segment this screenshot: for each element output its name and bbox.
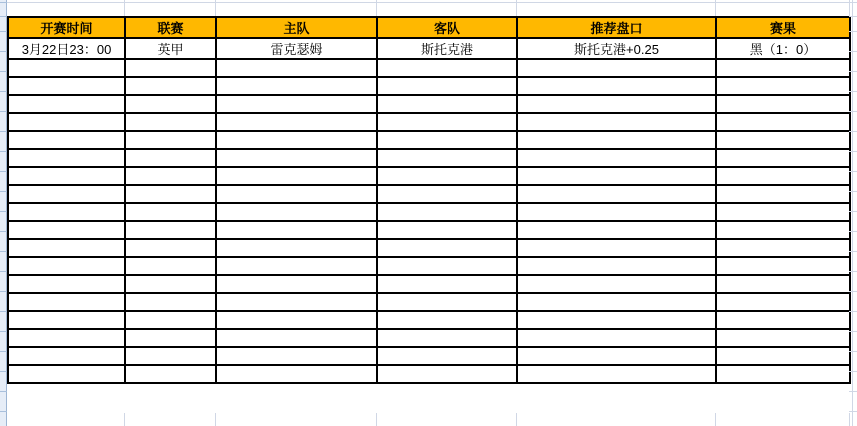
cell-home-team[interactable] bbox=[216, 311, 377, 329]
cell-league[interactable] bbox=[125, 275, 216, 293]
row-header-separator bbox=[0, 171, 7, 172]
cell-result[interactable] bbox=[716, 167, 850, 185]
column-header-league[interactable]: 联赛 bbox=[125, 17, 216, 38]
cell-away-team[interactable] bbox=[377, 257, 517, 275]
cell-away-team[interactable] bbox=[377, 59, 517, 77]
cell-recommended-handicap[interactable] bbox=[517, 77, 716, 95]
cell-league[interactable] bbox=[125, 293, 216, 311]
cell-home-team[interactable] bbox=[216, 131, 377, 149]
gridline-horizontal bbox=[849, 211, 857, 212]
empty-row bbox=[8, 257, 850, 275]
cell-home-team[interactable] bbox=[216, 275, 377, 293]
cell-recommended-handicap[interactable] bbox=[517, 293, 716, 311]
row-header-separator bbox=[0, 71, 7, 72]
empty-row bbox=[8, 275, 850, 293]
cell-away-team[interactable] bbox=[377, 365, 517, 383]
cell-away-team[interactable] bbox=[377, 113, 517, 131]
cell-away-team[interactable] bbox=[377, 131, 517, 149]
cell-home-team[interactable] bbox=[216, 239, 377, 257]
gridline-horizontal bbox=[849, 91, 857, 92]
empty-row bbox=[8, 185, 850, 203]
empty-row bbox=[8, 365, 850, 383]
cell-result[interactable] bbox=[716, 365, 850, 383]
cell-away-team[interactable] bbox=[377, 293, 517, 311]
cell-league[interactable] bbox=[125, 77, 216, 95]
gridline-horizontal bbox=[849, 71, 857, 72]
cell-kickoff-time[interactable] bbox=[8, 311, 125, 329]
cell-result[interactable] bbox=[716, 329, 850, 347]
gridline-vertical bbox=[376, 0, 377, 16]
empty-row bbox=[8, 59, 850, 77]
cell-recommended-handicap[interactable] bbox=[517, 113, 716, 131]
row-header-separator bbox=[0, 371, 7, 372]
match-row bbox=[8, 38, 850, 59]
cell-league[interactable] bbox=[125, 329, 216, 347]
cell-recommended-handicap[interactable] bbox=[517, 149, 716, 167]
row-header-separator bbox=[0, 291, 7, 292]
cell-result[interactable] bbox=[716, 293, 850, 311]
gridline-vertical bbox=[124, 0, 125, 16]
gridline-vertical bbox=[215, 413, 216, 426]
cell-recommended-handicap[interactable] bbox=[517, 257, 716, 275]
cell-kickoff-time[interactable]: 3月22日23：00 bbox=[8, 38, 125, 59]
gridline-vertical bbox=[215, 0, 216, 16]
cell-kickoff-time[interactable] bbox=[8, 365, 125, 383]
cell-result[interactable] bbox=[716, 257, 850, 275]
column-header-recommended-handicap[interactable]: 推荐盘口 bbox=[517, 17, 716, 38]
empty-row bbox=[8, 293, 850, 311]
cell-result[interactable] bbox=[716, 113, 850, 131]
row-header-separator bbox=[0, 231, 7, 232]
cell-home-team[interactable] bbox=[216, 185, 377, 203]
cell-kickoff-time[interactable] bbox=[8, 167, 125, 185]
cell-recommended-handicap[interactable] bbox=[517, 329, 716, 347]
gridline-horizontal bbox=[849, 231, 857, 232]
cell-home-team[interactable] bbox=[216, 77, 377, 95]
gridline-horizontal bbox=[849, 111, 857, 112]
cell-recommended-handicap[interactable] bbox=[517, 95, 716, 113]
header-row bbox=[8, 17, 850, 38]
row-header-strip[interactable] bbox=[0, 0, 7, 426]
gridline-horizontal bbox=[849, 411, 857, 412]
cell-home-team[interactable] bbox=[216, 221, 377, 239]
cell-away-team[interactable] bbox=[377, 347, 517, 365]
empty-row bbox=[8, 149, 850, 167]
gridline-vertical bbox=[124, 413, 125, 426]
cell-kickoff-time[interactable] bbox=[8, 59, 125, 77]
gridline-horizontal bbox=[849, 391, 857, 392]
cell-home-team[interactable] bbox=[216, 365, 377, 383]
row-header-separator bbox=[0, 391, 7, 392]
cell-league[interactable] bbox=[125, 347, 216, 365]
cell-kickoff-time[interactable] bbox=[8, 347, 125, 365]
cell-league[interactable] bbox=[125, 311, 216, 329]
cell-recommended-handicap[interactable] bbox=[517, 131, 716, 149]
cell-kickoff-time[interactable] bbox=[8, 185, 125, 203]
row-header-separator bbox=[0, 151, 7, 152]
empty-row bbox=[8, 131, 850, 149]
cell-kickoff-time[interactable] bbox=[8, 221, 125, 239]
cell-home-team[interactable] bbox=[216, 293, 377, 311]
cell-away-team[interactable] bbox=[377, 239, 517, 257]
empty-row bbox=[8, 239, 850, 257]
cell-result[interactable] bbox=[716, 59, 850, 77]
cell-league[interactable] bbox=[125, 59, 216, 77]
cell-recommended-handicap[interactable] bbox=[517, 311, 716, 329]
cell-league[interactable] bbox=[125, 149, 216, 167]
cell-result[interactable]: 黑（1：0） bbox=[716, 38, 850, 59]
cell-recommended-handicap[interactable] bbox=[517, 239, 716, 257]
cell-league[interactable] bbox=[125, 113, 216, 131]
cell-recommended-handicap[interactable]: 斯托克港+0.25 bbox=[517, 38, 716, 59]
cell-kickoff-time[interactable] bbox=[8, 293, 125, 311]
cell-away-team[interactable] bbox=[377, 311, 517, 329]
cell-kickoff-time[interactable] bbox=[8, 95, 125, 113]
empty-row bbox=[8, 221, 850, 239]
cell-home-team[interactable] bbox=[216, 257, 377, 275]
cell-kickoff-time[interactable] bbox=[8, 257, 125, 275]
row-header-separator bbox=[0, 191, 7, 192]
cell-home-team[interactable] bbox=[216, 347, 377, 365]
cell-away-team[interactable] bbox=[377, 329, 517, 347]
cell-recommended-handicap[interactable] bbox=[517, 167, 716, 185]
empty-row bbox=[8, 113, 850, 131]
cell-league[interactable] bbox=[125, 95, 216, 113]
row-header-separator bbox=[0, 211, 7, 212]
gridline-vertical bbox=[849, 413, 850, 426]
empty-row bbox=[8, 77, 850, 95]
row-header-separator bbox=[0, 131, 7, 132]
gridline-horizontal bbox=[849, 151, 857, 152]
gridline-vertical bbox=[852, 0, 853, 426]
cell-kickoff-time[interactable] bbox=[8, 149, 125, 167]
gridline-horizontal bbox=[849, 351, 857, 352]
cell-home-team[interactable] bbox=[216, 113, 377, 131]
row-header-separator bbox=[0, 2, 7, 3]
cell-league[interactable] bbox=[125, 185, 216, 203]
row-header-separator bbox=[0, 91, 7, 92]
cell-league[interactable] bbox=[125, 203, 216, 221]
cell-kickoff-time[interactable] bbox=[8, 131, 125, 149]
cell-away-team[interactable] bbox=[377, 275, 517, 293]
cell-league[interactable] bbox=[125, 257, 216, 275]
empty-row bbox=[8, 311, 850, 329]
cell-recommended-handicap[interactable] bbox=[517, 203, 716, 221]
cell-recommended-handicap[interactable] bbox=[517, 221, 716, 239]
cell-result[interactable] bbox=[716, 131, 850, 149]
gridline-vertical bbox=[516, 413, 517, 426]
cell-kickoff-time[interactable] bbox=[8, 239, 125, 257]
empty-row bbox=[8, 329, 850, 347]
column-header-kickoff-time[interactable]: 开赛时间 bbox=[8, 17, 125, 38]
match-table bbox=[7, 16, 851, 384]
cell-league[interactable] bbox=[125, 221, 216, 239]
cell-result[interactable] bbox=[716, 239, 850, 257]
empty-row bbox=[8, 95, 850, 113]
row-header-separator bbox=[0, 411, 7, 412]
cell-away-team[interactable]: 斯托克港 bbox=[377, 38, 517, 59]
row-header-separator bbox=[0, 311, 7, 312]
column-header-home-team[interactable]: 主队 bbox=[216, 17, 377, 38]
cell-recommended-handicap[interactable] bbox=[517, 275, 716, 293]
cell-result[interactable] bbox=[716, 347, 850, 365]
gridline-horizontal bbox=[849, 251, 857, 252]
cell-home-team[interactable] bbox=[216, 329, 377, 347]
column-header-result[interactable]: 赛果 bbox=[716, 17, 850, 38]
cell-league[interactable] bbox=[125, 167, 216, 185]
row-header-separator bbox=[0, 51, 7, 52]
row-header-separator bbox=[0, 31, 7, 32]
gridline-vertical bbox=[715, 0, 716, 16]
cell-home-team[interactable] bbox=[216, 167, 377, 185]
gridline-horizontal bbox=[849, 271, 857, 272]
row-header-separator bbox=[0, 331, 7, 332]
cell-kickoff-time[interactable] bbox=[8, 203, 125, 221]
cell-away-team[interactable] bbox=[377, 185, 517, 203]
row-header-separator bbox=[0, 251, 7, 252]
cell-home-team[interactable] bbox=[216, 95, 377, 113]
cell-result[interactable] bbox=[716, 203, 850, 221]
gridline-vertical bbox=[376, 413, 377, 426]
gridline-horizontal bbox=[849, 191, 857, 192]
cell-away-team[interactable] bbox=[377, 77, 517, 95]
empty-row bbox=[8, 203, 850, 221]
gridline-horizontal bbox=[849, 331, 857, 332]
row-header-separator bbox=[0, 271, 7, 272]
cell-kickoff-time[interactable] bbox=[8, 329, 125, 347]
cell-league[interactable] bbox=[125, 239, 216, 257]
column-header-away-team[interactable]: 客队 bbox=[377, 17, 517, 38]
cell-recommended-handicap[interactable] bbox=[517, 347, 716, 365]
cell-home-team[interactable] bbox=[216, 59, 377, 77]
gridline-vertical bbox=[516, 0, 517, 16]
gridline-horizontal bbox=[849, 291, 857, 292]
cell-result[interactable] bbox=[716, 95, 850, 113]
gridline-horizontal bbox=[849, 31, 857, 32]
cell-league[interactable] bbox=[125, 365, 216, 383]
cell-recommended-handicap[interactable] bbox=[517, 59, 716, 77]
cell-kickoff-time[interactable] bbox=[8, 275, 125, 293]
cell-away-team[interactable] bbox=[377, 149, 517, 167]
gridline-horizontal bbox=[849, 171, 857, 172]
cell-kickoff-time[interactable] bbox=[8, 113, 125, 131]
row-header-separator bbox=[0, 16, 7, 17]
cell-league[interactable]: 英甲 bbox=[125, 38, 216, 59]
cell-league[interactable] bbox=[125, 131, 216, 149]
cell-home-team[interactable] bbox=[216, 203, 377, 221]
table-header bbox=[8, 17, 850, 38]
gridline-vertical bbox=[715, 413, 716, 426]
empty-row bbox=[8, 347, 850, 365]
gridline-horizontal bbox=[849, 16, 857, 17]
cell-result[interactable] bbox=[716, 221, 850, 239]
cell-away-team[interactable] bbox=[377, 167, 517, 185]
row-header-separator bbox=[0, 111, 7, 112]
cell-result[interactable] bbox=[716, 149, 850, 167]
cell-home-team[interactable] bbox=[216, 149, 377, 167]
cell-away-team[interactable] bbox=[377, 203, 517, 221]
empty-row bbox=[8, 167, 850, 185]
gridline-horizontal bbox=[849, 51, 857, 52]
cell-result[interactable] bbox=[716, 275, 850, 293]
cell-recommended-handicap[interactable] bbox=[517, 185, 716, 203]
gridline-horizontal bbox=[849, 2, 857, 3]
cell-result[interactable] bbox=[716, 77, 850, 95]
cell-kickoff-time[interactable] bbox=[8, 77, 125, 95]
gridline-horizontal bbox=[849, 371, 857, 372]
cell-recommended-handicap[interactable] bbox=[517, 365, 716, 383]
cell-result[interactable] bbox=[716, 311, 850, 329]
cell-away-team[interactable] bbox=[377, 95, 517, 113]
cell-home-team[interactable]: 雷克瑟姆 bbox=[216, 38, 377, 59]
gridline-horizontal bbox=[7, 2, 857, 3]
cell-away-team[interactable] bbox=[377, 221, 517, 239]
cell-result[interactable] bbox=[716, 185, 850, 203]
gridline-horizontal bbox=[849, 311, 857, 312]
gridline-horizontal bbox=[849, 131, 857, 132]
row-header-separator bbox=[0, 351, 7, 352]
